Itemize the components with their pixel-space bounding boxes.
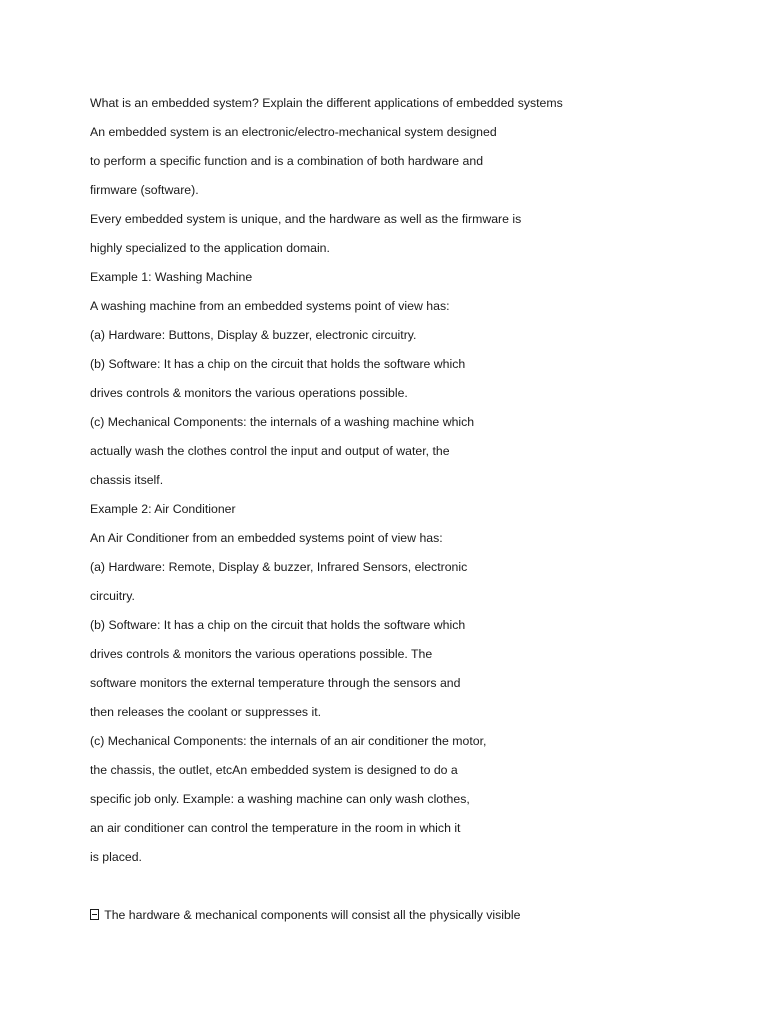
document-body [90, 89, 730, 930]
question-heading: What is an embedded system? Explain the different applications of embedded systems [90, 96, 563, 110]
paragraph-line: actually wash the clothes control the input and output of water, the [90, 444, 450, 458]
paragraph-line: chassis itself. [90, 473, 164, 487]
paragraph-line: A washing machine from an embedded systems point of view has: [90, 299, 450, 313]
bullet-paragraph [90, 901, 730, 930]
list-item: (b) Software: It has a chip on the circuit that holds the software which [90, 357, 466, 371]
paragraph-line: specific job only. Example: a washing machine can only wash clothes, [90, 792, 470, 806]
list-item: (a) Hardware: Remote, Display & buzzer, Infrared Sensors, electronic [90, 560, 468, 574]
paragraph-line: circuitry. [90, 589, 135, 603]
list-item: (a) Hardware: Buttons, Display & buzzer, electronic circuitry. [90, 328, 417, 342]
paragraph-line: an air conditioner can control the temperature in the room in which it [90, 821, 461, 835]
paragraph-line: then releases the coolant or suppresses it. [90, 705, 322, 719]
bullet-text: The hardware & mechanical components will consist all the physically visible [104, 908, 521, 922]
example-1-heading: Example 1: Washing Machine [90, 270, 253, 284]
list-item: (b) Software: It has a chip on the circuit that holds the software which [90, 618, 466, 632]
missing-glyph-box-icon [90, 909, 99, 920]
paragraph-line: is placed. [90, 850, 142, 864]
paragraph-line: Every embedded system is unique, and the hardware as well as the firmware is [90, 212, 522, 226]
paragraph-line: drives controls & monitors the various operations possible. [90, 386, 408, 400]
example-2-heading: Example 2: Air Conditioner [90, 502, 236, 516]
list-item: (c) Mechanical Components: the internals of an air conditioner the motor, [90, 734, 487, 748]
paragraph-line: software monitors the external temperature through the sensors and [90, 676, 461, 690]
paragraph-line: drives controls & monitors the various operations possible. The [90, 647, 433, 661]
paragraph-line: to perform a specific function and is a combination of both hardware and [90, 154, 484, 168]
paragraph-line: the chassis, the outlet, etcAn embedded system is designed to do a [90, 763, 458, 777]
paragraph-line: An Air Conditioner from an embedded systems point of view has: [90, 531, 443, 545]
list-item: (c) Mechanical Components: the internals of a washing machine which [90, 415, 475, 429]
paragraph-line: An embedded system is an electronic/electro-mechanical system designed [90, 125, 497, 139]
blank-line [90, 872, 730, 901]
paragraph-line: firmware (software). [90, 183, 199, 197]
paragraph-line: highly specialized to the application domain. [90, 241, 330, 255]
